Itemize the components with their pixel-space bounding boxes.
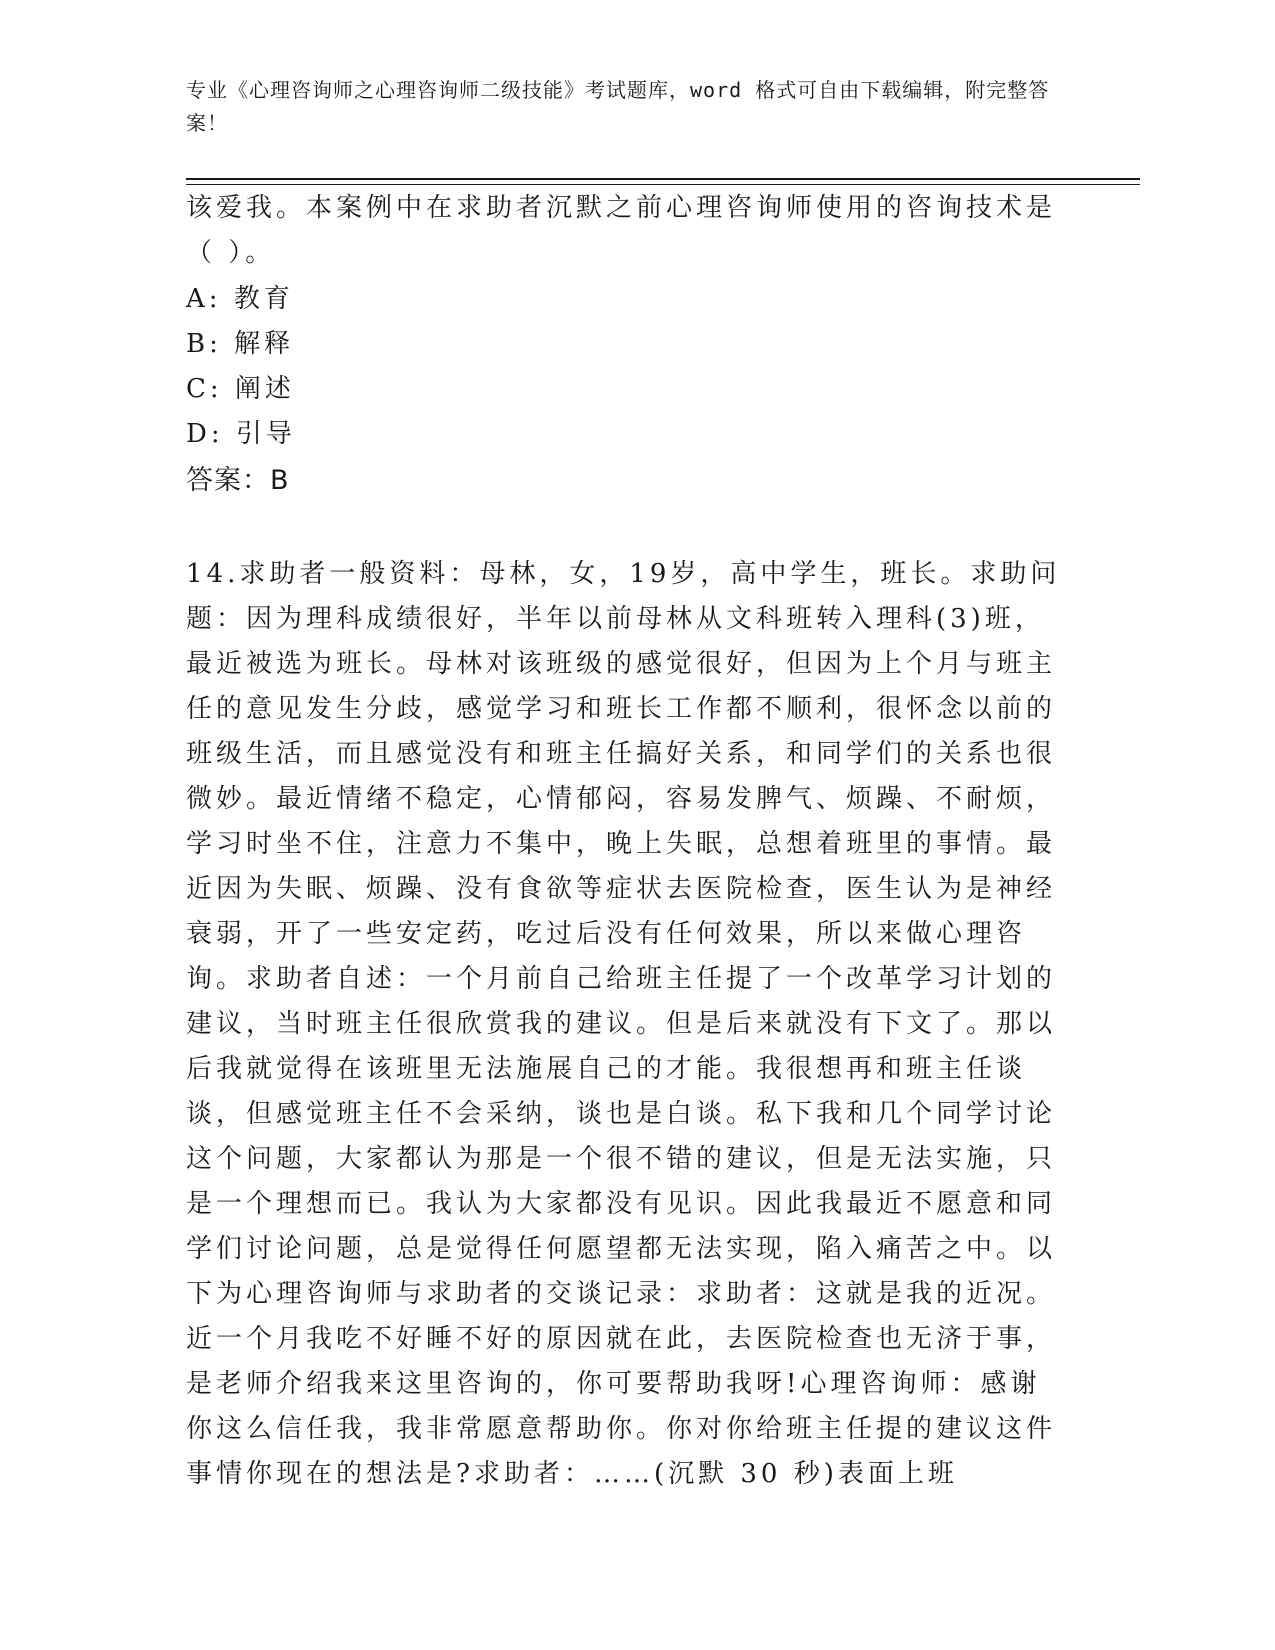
question-13-stem-tail: 该爱我。本案例中在求助者沉默之前心理咨询师使用的咨询技术是（ ）。	[186, 193, 1057, 268]
option-b-text: 解释	[234, 329, 295, 359]
option-a-text: 教育	[233, 284, 294, 314]
question-13-answer: 答案：B	[186, 465, 290, 496]
option-d-text: 引导	[235, 419, 296, 449]
option-a-label: A:	[186, 284, 222, 314]
option-d-label: D:	[186, 419, 224, 449]
document-header: 专业《心理咨询师之心理咨询师二级技能》考试题库，word 格式可自由下载编辑，附完整答案！	[186, 78, 1050, 135]
option-c-text: 阐述	[234, 374, 295, 404]
header-rule-thin	[186, 184, 1140, 185]
option-a	[186, 277, 296, 322]
header-rule-thick	[186, 178, 1140, 180]
option-c-label: C:	[186, 374, 223, 404]
option-b-label: B:	[186, 329, 222, 359]
question-14-text: 14.求助者一般资料：母林，女，19岁，高中学生，班长。求助问题：因为理科成绩很好，半年以前母林从文科班转入理科(3)班，最近被选为班长。母林对该班级的感觉很好，但因为上个月与班主任的意见发生分歧，感觉学习和班长工作都不顺利，很怀念以前的班级生活，而且感觉没有和班主任搞好关系，和同学们的关系也很微妙。最近情绪不稳定，心情郁闷，容易发脾气、烦躁、不耐烦，学习时坐不住，注意力不集中，晚上失眠，总想着班里的事情。最近因为失眠、烦躁、没有食欲等症状去医院检查，医生认为是神经衰弱，开了一些安定药，吃过后没有任何效果，所以来做心理咨询。求助者自述：一个月前自己给班主任提了一个改革学习计划的建议，当时班主任很欣赏我的建议。但是后来就没有下文了。那以后我就觉得在该班里无法施展自己的才能。我很想再和班主任谈谈，但感觉班主任不会采纳，谈也是白谈。私下我和几个同学讨论这个问题，大家都认为那是一个很不错的建议，但是无法实施，只是一个理想而已。我认为大家都没有见识。因此我最近不愿意和同学们讨论问题，总是觉得任何愿望都无法实现，陷入痛苦之中。以下为心理咨询师与求助者的交谈记录：求助者：这就是我的近况。近一个月我吃不好睡不好的原因就在此，去医院检查也无济于事，是老师介绍我来这里咨询的，你可要帮助我呀!心理咨询师：感谢你这么信任我，我非常愿意帮助你。你对你给班主任提的建议这件事情你现在的想法是?求助者：……(沉默 30 秒)表面上班	[186, 559, 1061, 1489]
option-d	[186, 412, 296, 457]
option-c	[186, 367, 296, 412]
option-b	[186, 322, 296, 367]
question-13-options	[186, 277, 296, 457]
